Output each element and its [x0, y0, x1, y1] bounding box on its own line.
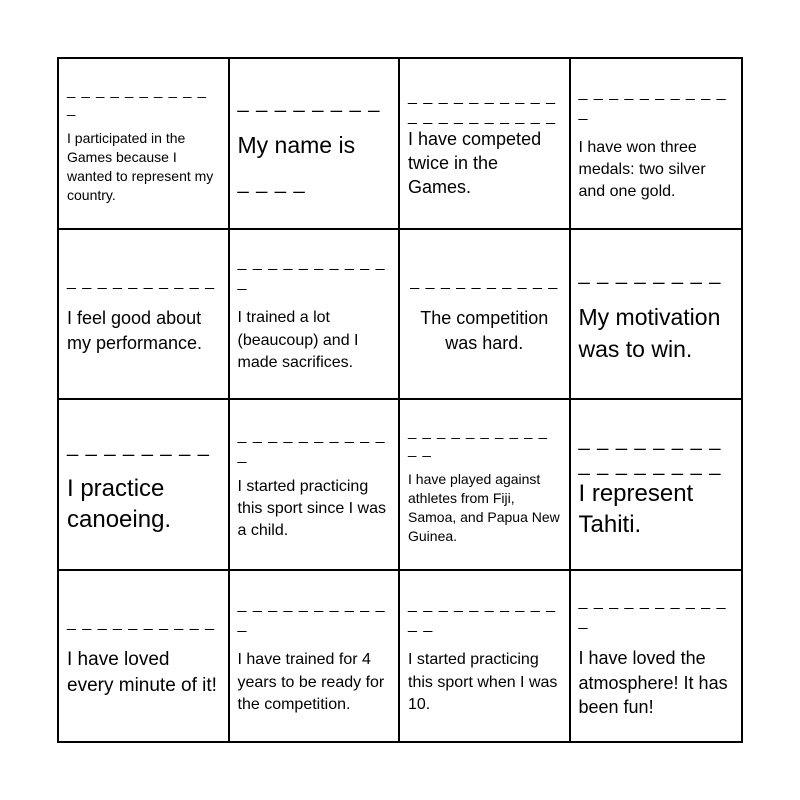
answer-blank: _ _ _ _ _ _ _ _ [237, 91, 381, 114]
cell-text: I participated in the Games because I wanted to represent my country. [67, 130, 214, 203]
cell-text: The competition was hard. [420, 308, 549, 353]
cell-text: I have trained for 4 years to be ready for the competition. [237, 651, 385, 713]
answer-blank: _ _ _ _ [237, 172, 306, 195]
answer-blank: _ _ _ _ _ _ _ _ [578, 263, 722, 286]
answer-blank: _ _ _ _ _ _ _ _ _ _ [67, 273, 215, 291]
bingo-cell[interactable] [400, 400, 571, 571]
bingo-cell[interactable] [571, 571, 742, 742]
bingo-cell[interactable] [59, 230, 230, 401]
bingo-cell[interactable] [400, 571, 571, 742]
answer-blank: _ _ _ _ _ _ _ _ _ _ [67, 614, 215, 632]
cell-text: I have loved the atmosphere! It has been fun! [578, 648, 728, 717]
bingo-cell[interactable] [230, 59, 401, 230]
cell-text: My name is [237, 132, 356, 159]
bingo-cell[interactable] [571, 400, 742, 571]
answer-blank: _ _ _ _ _ _ _ _ _ _ _ _ _ _ _ _ _ _ _ _ [408, 87, 556, 125]
cell-text: My motivation was to win. [578, 304, 721, 363]
bingo-cell[interactable] [230, 571, 401, 742]
answer-blank: _ _ _ _ _ _ _ _ _ _ _ _ _ _ _ _ [578, 429, 722, 477]
cell-text: I have competed twice in the Games. [408, 128, 542, 198]
answer-blank: _ _ _ _ _ _ _ _ _ _ _ [67, 81, 207, 118]
answer-blank: _ _ _ _ _ _ _ _ _ _ _ [578, 83, 727, 121]
answer-blank: _ _ _ _ _ _ _ _ _ _ _ _ [408, 422, 548, 459]
cell-text: I have played against athletes from Fiji, Samoa, and Papua New Guinea. [408, 471, 560, 544]
answer-blank: _ _ _ _ _ _ _ _ _ _ [410, 273, 559, 291]
bingo-cell[interactable] [400, 230, 571, 401]
cell-text: I feel good about my performance. [67, 308, 203, 353]
cell-text: I practice canoeing. [67, 474, 172, 533]
bingo-cell[interactable] [230, 400, 401, 571]
bingo-cell[interactable] [571, 230, 742, 401]
answer-blank: _ _ _ _ _ _ _ _ _ _ _ [237, 254, 386, 292]
bingo-cell[interactable] [230, 230, 401, 401]
answer-blank: _ _ _ _ _ _ _ _ _ _ _ _ [408, 596, 556, 634]
cell-text: I started practicing this sport when I was 10. [408, 651, 558, 713]
cell-text: I have loved every minute of it! [67, 649, 217, 696]
answer-blank: _ _ _ _ _ _ _ _ _ _ _ [237, 426, 386, 464]
bingo-cell[interactable] [59, 59, 230, 230]
bingo-cell[interactable] [59, 400, 230, 571]
answer-blank: _ _ _ _ _ _ _ _ [67, 434, 210, 457]
cell-text: I represent Tahiti. [578, 480, 694, 539]
bingo-cell[interactable] [400, 59, 571, 230]
cell-text: I have won three medals: two silver and one gold. [578, 138, 706, 201]
bingo-grid [57, 57, 743, 743]
answer-blank: _ _ _ _ _ _ _ _ _ _ _ [578, 593, 727, 631]
bingo-cell[interactable] [571, 59, 742, 230]
bingo-cell[interactable] [59, 571, 230, 742]
cell-text: I started practicing this sport since I was a child. [237, 477, 386, 540]
answer-blank: _ _ _ _ _ _ _ _ _ _ _ [237, 596, 386, 634]
cell-text: I trained a lot (beaucoup) and I made sacrifices. [237, 309, 359, 371]
